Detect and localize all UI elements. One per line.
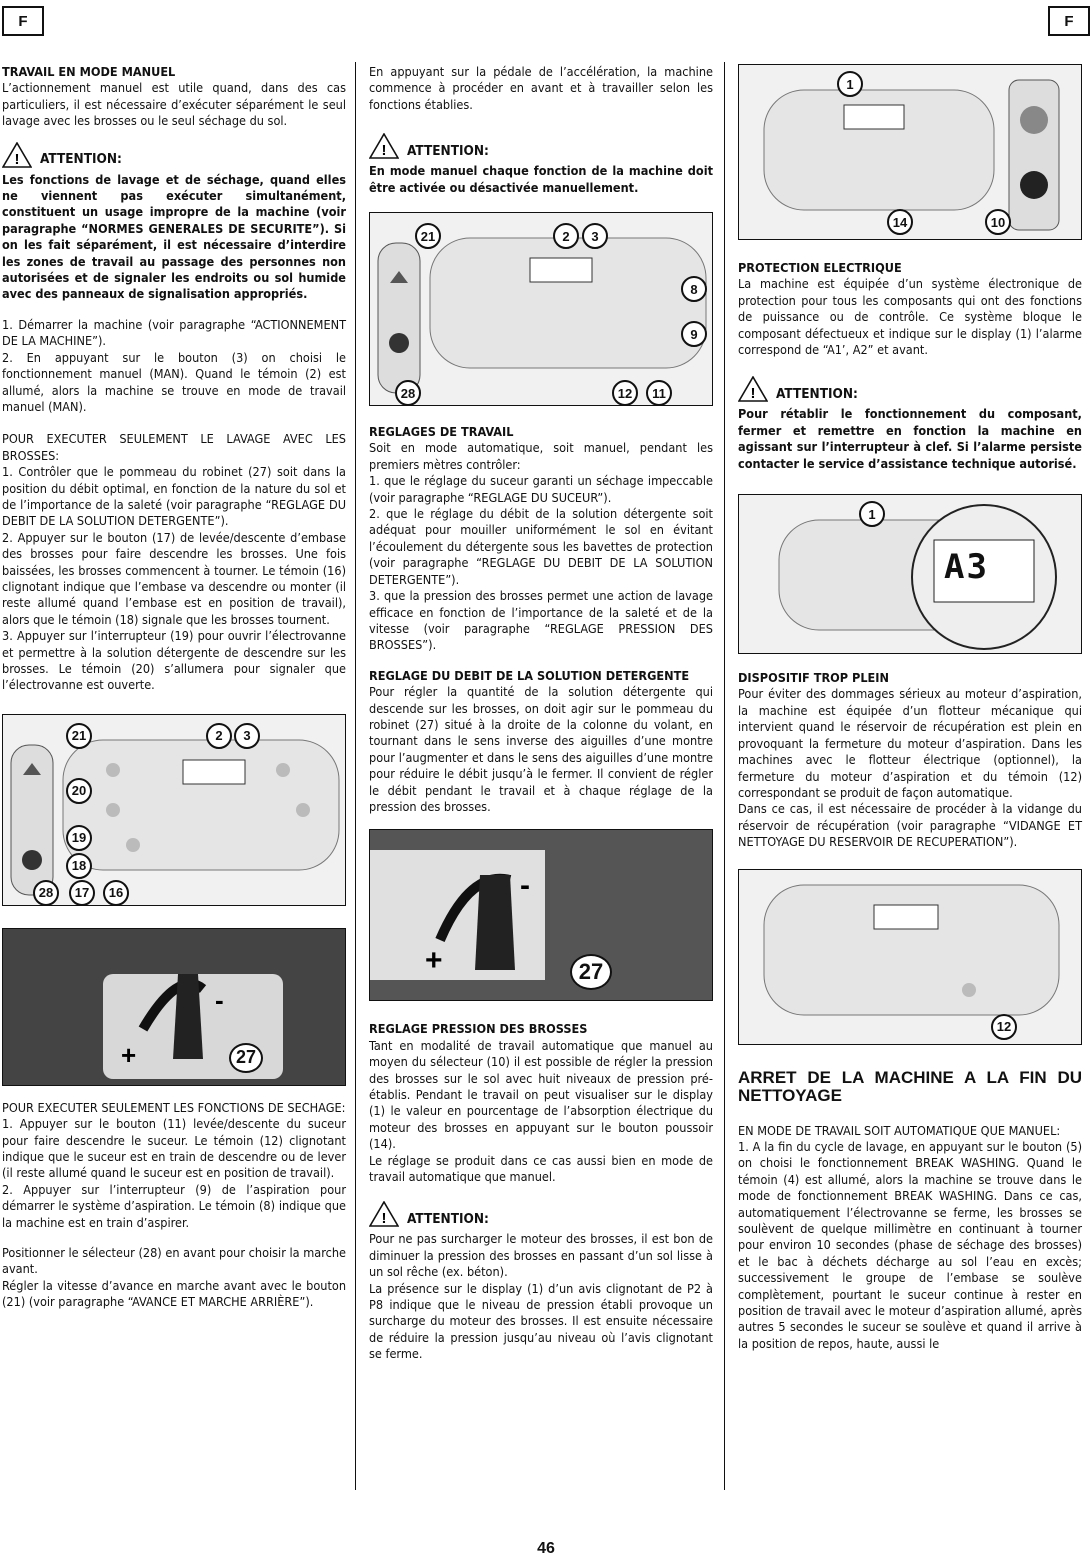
list-item: 1. Appuyer sur le bouton (11) levée/descente du suceur pour faire descendre le suceur. Le témoin (12) clignotant indique que le suceur est en train de descendre ou de lever (il reste allumé quand le suceur est en position de travail). [2, 1116, 346, 1181]
list-item: 2. que le réglage du débit de la solution détergente soit adéquat pour mouiller uniformément le sol en évitant l’écoulement du détergente sous les bavettes de protection (voir paragraphe “REGLAGE DU DEBIT DE LA SOLUTION DETERGENTE”). [369, 506, 713, 587]
alarm-display-figure [738, 494, 1082, 654]
list-item: 3. Appuyer sur l’interrupteur (19) pour ouvrir l’électrovanne et permettre à la solution détergente de descendre sur les brosses. Le témoin (20) s’allumera pour signaler que l’électrovanne est ouverte. [2, 628, 346, 693]
attention-text: Pour rétablir le fonctionnement du composant, fermer et remettre en fonction la machine en agissant sur l’interrupteur à clef. Si l’alarme persiste contacter le service d’assistance technique autorisé. [738, 406, 1082, 471]
language-tag-left: F [2, 6, 44, 36]
paragraph: En appuyant sur la pédale de l’accélération, la machine commence à procéder en avant et à travailler selon les fonctions établies. [369, 64, 713, 112]
paragraph: La présence sur le display (1) d’un avis clignotant de P2 à P8 indique que le niveau de pression établi provoque un surcharge du moteur des brosses. Il est ensuite nécessaire de réduire la pression jusqu’au niveau où l’avis clignotant se ferme. [369, 1280, 713, 1362]
paragraph: Le réglage se produit dans ce cas aussi bien en mode de travail automatique que manuel. [369, 1152, 713, 1185]
svg-text:!: ! [14, 150, 20, 168]
list-item: 2. Appuyer sur le bouton (17) de levée/descente d’embase des brosses pour faire descendre les brosses. Une fois baissées, les brosses commencent à tourner. Le témoin (16) clignotant indique que l’embase va descendre ou monter (il reste allumé quand l’embase est en position de travail), alors que le témoin (18) signale que les brosses tournent. [2, 529, 346, 627]
svg-text:-: - [215, 984, 224, 1015]
list-item: 3. que la pression des brosses permet une action de lavage efficace en fonction de l’importance de la saleté et de la vitesse (voir paragraphe “REGLAGE PRESSION DES BROSSES”). [369, 588, 713, 653]
callout-8: 8 [681, 276, 707, 302]
alarm-display-value: A3 [944, 547, 989, 588]
callout-28: 28 [395, 380, 421, 406]
callout-2: 2 [553, 223, 579, 249]
callout-20: 20 [66, 778, 92, 804]
column-2 [369, 64, 713, 1375]
section-title-machine-stop: ARRET DE LA MACHINE A LA FIN DU NETTOYAGE [738, 1067, 1082, 1105]
callout-21: 21 [415, 223, 441, 249]
paragraph: Régler la vitesse d’avance en marche avant avec le bouton (21) (voir paragraphe “AVANCE ET MARCHE ARRIÈRE”). [2, 1277, 346, 1310]
callout-3: 3 [582, 223, 608, 249]
tap-knob-figure [369, 829, 713, 1001]
callout-16: 16 [103, 880, 129, 906]
list-item: 2. Appuyer sur l’interrupteur (9) de l’aspiration pour démarrer le système d’aspiration. Le témoin (8) indique que la machine est en train d’aspirer. [2, 1181, 346, 1230]
list-item: 1. Démarrer la machine (voir paragraphe “ACTIONNEMENT DE LA MACHINE”). [2, 316, 346, 349]
section-title-overflow-device: DISPOSITIF TROP PLEIN [738, 670, 889, 686]
svg-text:!: ! [750, 385, 756, 403]
column-3 [738, 64, 1082, 1352]
list-item: 1. A la fin du cycle de lavage, en appuyant sur le bouton (5) on choisi le fonctionnement BREAK WASHING. Quand le témoin (4) est allumé, alors la machine se trouve dans le mode de fonctionnement BREAK WASHING. Dans ce cas, automatiquement l’électrovanne se ferme, les brosses se soulèvent de quelque millimètre en continuant à tourner pour environ 10 secondes (phase de séchage des brosses) et le bac à déchets décharge au sol l’eau en excès; successivement le groupe de l’embase se soulève complètement, pourtant le suceur continue à rester en position de travail avec le moteur d’aspiration allumé, après autres 5 secondes le suceur se soulève et quand il arrive à la position de repos, haute, aussi le [738, 1138, 1082, 1351]
section-title-brush-pressure: REGLAGE PRESSION DES BROSSES [369, 1021, 588, 1037]
attention-heading: ! ATTENTION: [2, 142, 346, 168]
section-title-flow-adjustment: REGLAGE DU DEBIT DE LA SOLUTION DETERGENTE [369, 667, 690, 683]
paragraph: L’actionnement manuel est utile quand, dans des cas particuliers, il est nécessaire d’exécuter séparément le seul lavage avec les brosses ou le seul séchage du sol. [2, 80, 346, 129]
paragraph: Soit en mode automatique, soit manuel, pendant les premiers mètres contrôler: [369, 440, 713, 472]
subsection-title: POUR EXECUTER SEULEMENT LES FONCTIONS DE SECHAGE: [2, 1099, 346, 1115]
callout-17: 17 [69, 880, 95, 906]
paragraph: Positionner le sélecteur (28) en avant pour choisir la marche avant. [2, 1245, 346, 1277]
paragraph: Pour ne pas surcharger le moteur des brosses, il est bon de diminuer la pression des brosses en passant d’un sol lisse à un sol rêche (ex. béton). [369, 1231, 713, 1280]
section-title-electrical-protection: PROTECTION ELECTRIQUE [738, 260, 902, 275]
callout-19: 19 [66, 825, 92, 851]
list-item: 1. que le réglage du suceur garanti un séchage impeccable (voir paragraphe “REGLAGE DU SUCEUR”). [369, 473, 713, 505]
svg-text:+: + [121, 1039, 137, 1070]
page-number: 46 [537, 1540, 555, 1557]
callout-12: 12 [991, 1014, 1017, 1040]
section-title-work-settings: REGLAGES DE TRAVAIL [369, 424, 514, 440]
callout-2: 2 [206, 723, 232, 749]
column-divider [355, 62, 356, 1490]
alarm-display-illustration [739, 495, 1081, 653]
warning-icon [738, 376, 768, 402]
tap-knob-figure [2, 928, 346, 1086]
callout-14: 14 [887, 209, 913, 235]
section-title-manual-mode: TRAVAIL EN MODE MANUEL [2, 64, 176, 79]
list-item: 2. En appuyant sur le bouton (3) on choisi le fonctionnement manuel (MAN). Quand le témoin (2) est allumé, alors la machine se trouve en mode de travail manuel (MAN). [2, 349, 346, 414]
paragraph: Dans ce cas, il est nécessaire de procéder à la vidange du réservoir de récupération (voir paragraphe “VIDANGE ET NETTOYAGE DU RESERVOIR DE RECUPERATION”). [738, 801, 1082, 850]
paragraph: Tant en modalité de travail automatique que manuel au moyen du sélecteur (10) il est possible de régler la pression des brosses sur le sol avec huit niveaux de pression pré-établis. Pendant le travail on peut visualiser sur le display (1) le valeur en pourcentage de l’absorption électrique du moteur des brosses en appuyant sur le bouton poussoir (14). [369, 1037, 713, 1152]
callout-11: 11 [646, 380, 672, 406]
paragraph: EN MODE DE TRAVAIL SOIT AUTOMATIQUE QUE MANUEL: [738, 1122, 1061, 1138]
paragraph: La machine est équipée d’un système électronique de protection pour tous les composants qui ont des fonctions de puissance ou de contrôle. Ce système bloque le composant défectueux et indique sur le display (1) l’alarme correspond de “A1’, A2” et avant. [738, 276, 1082, 358]
attention-text: En mode manuel chaque fonction de la machine doit être activée ou désactivée manuellement. [369, 163, 713, 195]
callout-10: 10 [985, 209, 1011, 235]
control-panel-figure [738, 64, 1082, 240]
attention-heading: ! ATTENTION: [369, 1201, 713, 1227]
control-panel-figure [369, 212, 713, 406]
attention-text: Les fonctions de lavage et de séchage, quand elles ne viennent pas exécuter simultanément, constituent un usage impropre de la machine (voir paragraphe “NORMES GENERALES DE SECURITE”). Si on les fait séparément, il est nécessaire d’interdire les zones de travail au passage des personnes non autorisées et de signaler les endroits ou sol humide avec des panneaux de signalisation appropriés. [2, 171, 346, 302]
warning-icon [369, 133, 399, 159]
paragraph: Pour régler la quantité de la solution détergente qui descende sur les brosses, on doit agir sur le pommeau du robinet (27) situé à la droite de la colonne du volant, en tournant dans le sens inverse des aiguilles d’une montre pour l’augmenter et dans le sens des aiguilles d’une montre pour réduire le débit jusqu’à le fermer. Il convient de régler le débit pendant le travail et à chaque réglage de la pression des brosses. [369, 684, 713, 814]
callout-27: 27 [229, 1043, 263, 1073]
warning-icon [2, 142, 32, 168]
subsection-title: POUR EXECUTER SEULEMENT LE LAVAGE AVEC LES BROSSES: [2, 431, 346, 463]
attention-heading: ! ATTENTION: [369, 133, 713, 159]
callout-1: 1 [837, 71, 863, 97]
list-item: 1. Contrôler que le pommeau du robinet (27) soit dans la position du débit optimal, en fonction de la nature du sol et de l’importance de la saleté (voir paragraphe “REGLAGE DU DEBIT DE LA SOLUTION DETERGENTE”). [2, 464, 346, 529]
callout-28: 28 [33, 880, 59, 906]
paragraph: Pour éviter des dommages sérieux au moteur d’aspiration, la machine est équipée d’un flotteur mécanique qui intervient quand le réservoir de récupération est plein en provoquant la fermeture du moteur d’aspiration. Dans les machines avec le flotteur électrique (optionnel), la fermeture du moteur d’aspiration et du témoin (12) correspondant se produit de façon automatique. [738, 686, 1082, 800]
tap-knob-illustration [3, 929, 345, 1085]
control-panel-figure [738, 869, 1082, 1045]
language-tag-right: F [1048, 6, 1090, 36]
control-panel-illustration [739, 870, 1081, 1044]
svg-text:!: ! [381, 1210, 387, 1228]
callout-18: 18 [66, 853, 92, 879]
tap-knob-illustration [370, 830, 712, 1000]
callout-12: 12 [612, 380, 638, 406]
control-panel-illustration [3, 715, 345, 905]
svg-text:+: + [425, 944, 443, 978]
callout-1: 1 [859, 501, 885, 527]
callout-27: 27 [570, 954, 612, 990]
warning-icon [369, 1201, 399, 1227]
column-divider [724, 62, 725, 1490]
callout-3: 3 [234, 723, 260, 749]
attention-heading: ! ATTENTION: [738, 376, 1082, 402]
callout-21: 21 [66, 723, 92, 749]
svg-text:-: - [520, 869, 530, 903]
column-1 [2, 64, 346, 1323]
control-panel-figure [2, 714, 346, 906]
callout-9: 9 [681, 321, 707, 347]
svg-text:!: ! [381, 142, 387, 160]
